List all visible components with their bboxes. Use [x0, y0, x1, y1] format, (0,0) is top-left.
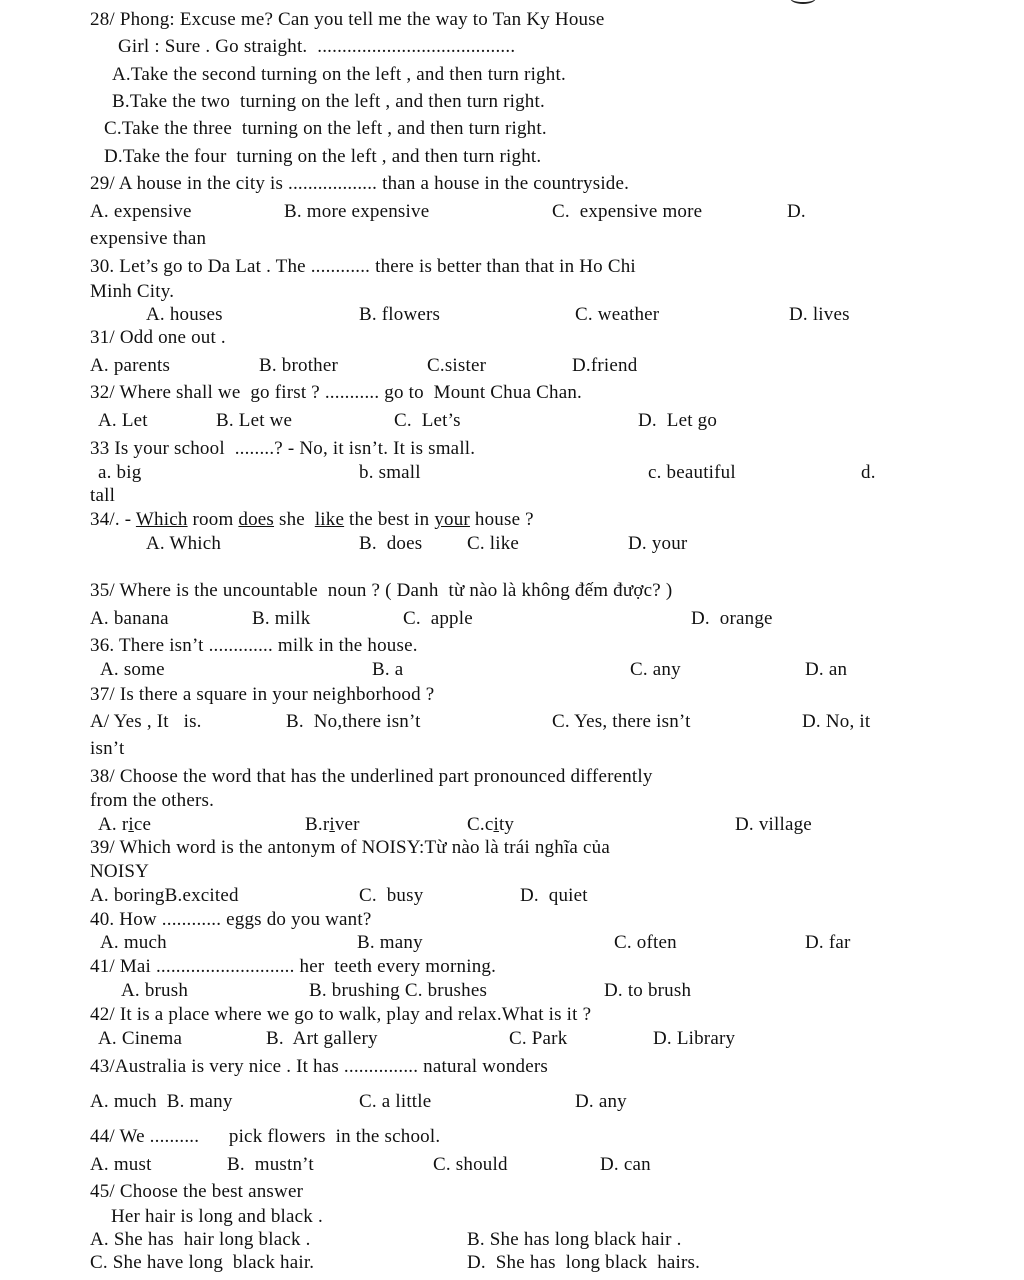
q45-option-c: C. She have long black hair. — [90, 1252, 315, 1273]
q35-option-d: D. orange — [691, 608, 773, 629]
q43-option-d: D. any — [575, 1091, 627, 1112]
q38-option-a-text-2: ce — [133, 814, 152, 835]
q33-option-c: c. beautiful — [648, 462, 736, 483]
q38-option-a — [98, 814, 151, 836]
q36-option-c: C. any — [630, 659, 681, 680]
q34-option-d: D. your — [628, 533, 688, 554]
q32-option-c: C. Let’s — [394, 410, 461, 431]
q39-option-c: C. busy — [359, 885, 424, 906]
q34-text-3: the best in — [344, 509, 435, 530]
q31-option-b: B. brother — [259, 355, 339, 376]
q35-option-c: C. apple — [403, 608, 473, 629]
q29-option-d-continued: expensive than — [90, 228, 207, 249]
q43-option-c: C. a little — [359, 1091, 432, 1112]
q36-option-d: D. an — [805, 659, 848, 680]
q45-option-a: A. She has hair long black . — [90, 1229, 311, 1250]
q31-option-d: D.friend — [572, 355, 638, 376]
q42-option-a: A. Cinema — [98, 1028, 183, 1049]
q44-option-b: B. mustn’t — [227, 1154, 314, 1175]
q44-option-d: D. can — [600, 1154, 651, 1175]
question-30-continued: Minh City. — [90, 281, 175, 302]
question-34 — [90, 509, 534, 531]
q36-option-b: B. a — [372, 659, 404, 680]
question-32: 32/ Where shall we go first ? ........... go to Mount Chua Chan. — [90, 382, 583, 403]
q42-option-c: C. Park — [509, 1028, 568, 1049]
q28-option-d: D.Take the four turning on the left , and then turn right. — [104, 146, 542, 167]
question-39: 39/ Which word is the antonym of NOISY:Từ nào là trái nghĩa của — [90, 837, 610, 858]
q31-option-a: A. parents — [90, 355, 171, 376]
q34-underlined-does: does — [238, 509, 275, 530]
q38-option-c — [467, 814, 514, 836]
q38-option-b — [305, 814, 360, 836]
q41-options-b-c: B. brushing C. brushes — [309, 980, 488, 1001]
question-28: 28/ Phong: Excuse me? Can you tell me the way to Tan Ky House — [90, 9, 605, 30]
q32-option-a: A. Let — [98, 410, 148, 431]
question-33: 33 Is your school ........? - No, it isn’t. It is small. — [90, 438, 476, 459]
q38-option-c-text-2: ty — [498, 814, 515, 835]
q41-option-a: A. brush — [121, 980, 189, 1001]
question-45: 45/ Choose the best answer — [90, 1181, 304, 1202]
q29-option-b: B. more expensive — [284, 201, 430, 222]
question-28-dialogue: Girl : Sure . Go straight. ........................................ — [118, 36, 516, 57]
q29-option-d: D. — [787, 201, 806, 222]
question-41: 41/ Mai ............................ her teeth every morning. — [90, 956, 497, 977]
q34-option-c: C. like — [467, 533, 520, 554]
q40-option-a: A. much — [100, 932, 167, 953]
question-38: 38/ Choose the word that has the underlined part pronounced differently — [90, 766, 653, 787]
q38-option-c-underlined: i — [493, 814, 499, 835]
question-37: 37/ Is there a square in your neighborhood ? — [90, 684, 435, 705]
q34-text-1: room — [187, 509, 239, 530]
q38-option-b-text-1: B.r — [305, 814, 330, 835]
q39-option-d: D. quiet — [520, 885, 588, 906]
q33-option-d-continued: tall — [90, 485, 116, 506]
q30-option-b: B. flowers — [359, 304, 441, 325]
q37-option-c: C. Yes, there isn’t — [552, 711, 691, 732]
q34-underlined-like: like — [314, 509, 345, 530]
question-45-stem: Her hair is long and black . — [111, 1206, 323, 1227]
q38-option-a-text-1: A. r — [98, 814, 129, 835]
q39-options-a-b: A. boringB.excited — [90, 885, 239, 906]
question-44: 44/ We .......... pick flowers in the school. — [90, 1126, 441, 1147]
q34-option-a: A. Which — [146, 533, 222, 554]
q38-option-d: D. village — [735, 814, 812, 835]
q45-option-d: D. She has long black hairs. — [467, 1252, 701, 1273]
q29-option-c: C. expensive more — [552, 201, 703, 222]
question-36: 36. There isn’t ............. milk in the house. — [90, 635, 418, 656]
q44-option-a: A. must — [90, 1154, 152, 1175]
q40-option-c: C. often — [614, 932, 677, 953]
q33-option-d: d. — [861, 462, 876, 483]
q32-option-b: B. Let we — [216, 410, 293, 431]
q44-option-c: C. should — [433, 1154, 508, 1175]
question-29: 29/ A house in the city is .................. than a house in the countryside. — [90, 173, 630, 194]
q36-option-a: A. some — [100, 659, 165, 680]
q41-option-d: D. to brush — [604, 980, 692, 1001]
q37-option-d: D. No, it — [802, 711, 871, 732]
question-43: 43/Australia is very nice . It has ............... natural wonders — [90, 1056, 549, 1077]
q28-option-c: C.Take the three turning on the left , and then turn right. — [104, 118, 547, 139]
q42-option-d: D. Library — [653, 1028, 736, 1049]
q38-option-a-underlined: i — [128, 814, 134, 835]
q37-option-d-continued: isn’t — [90, 738, 125, 759]
q28-option-b: B.Take the two turning on the left , and then turn right. — [112, 91, 545, 112]
q35-option-a: A. banana — [90, 608, 169, 629]
q37-option-a: A/ Yes , It is. — [90, 711, 202, 732]
q34-prefix: 34/. - — [90, 509, 136, 530]
cropped-text-fragment — [790, 0, 816, 4]
q34-text-4: house ? — [469, 509, 534, 530]
question-38-continued: from the others. — [90, 790, 215, 811]
q29-option-a: A. expensive — [90, 201, 192, 222]
q34-underlined-which: Which — [135, 509, 188, 530]
q32-option-d: D. Let go — [638, 410, 718, 431]
q30-option-c: C. weather — [575, 304, 660, 325]
q38-option-c-text-1: C.c — [467, 814, 494, 835]
question-31: 31/ Odd one out . — [90, 327, 226, 348]
q45-option-b: B. She has long black hair . — [467, 1229, 682, 1250]
q37-option-b: B. No,there isn’t — [286, 711, 421, 732]
q38-option-b-underlined: i — [329, 814, 335, 835]
q30-option-a: A. houses — [146, 304, 223, 325]
q34-text-2: she — [274, 509, 315, 530]
q33-option-a: a. big — [98, 462, 142, 483]
question-42: 42/ It is a place where we go to walk, play and relax.What is it ? — [90, 1004, 592, 1025]
question-30: 30. Let’s go to Da Lat . The ............ there is better than that in Ho Chi — [90, 256, 636, 277]
q31-option-c: C.sister — [427, 355, 487, 376]
q38-option-b-text-2: ver — [334, 814, 360, 835]
q40-option-d: D. far — [805, 932, 851, 953]
question-35: 35/ Where is the uncountable noun ? ( Danh từ nào là không đếm được? ) — [90, 580, 673, 601]
q33-option-b: b. small — [359, 462, 421, 483]
q34-underlined-your: your — [434, 509, 470, 530]
question-39-continued: NOISY — [90, 861, 150, 882]
q35-option-b: B. milk — [252, 608, 311, 629]
q40-option-b: B. many — [357, 932, 423, 953]
q28-option-a: A.Take the second turning on the left , and then turn right. — [112, 64, 566, 85]
q42-option-b: B. Art gallery — [266, 1028, 378, 1049]
q34-option-b: B. does — [359, 533, 423, 554]
question-40: 40. How ............ eggs do you want? — [90, 909, 372, 930]
q30-option-d: D. lives — [789, 304, 850, 325]
q43-options-a-b: A. much B. many — [90, 1091, 233, 1112]
